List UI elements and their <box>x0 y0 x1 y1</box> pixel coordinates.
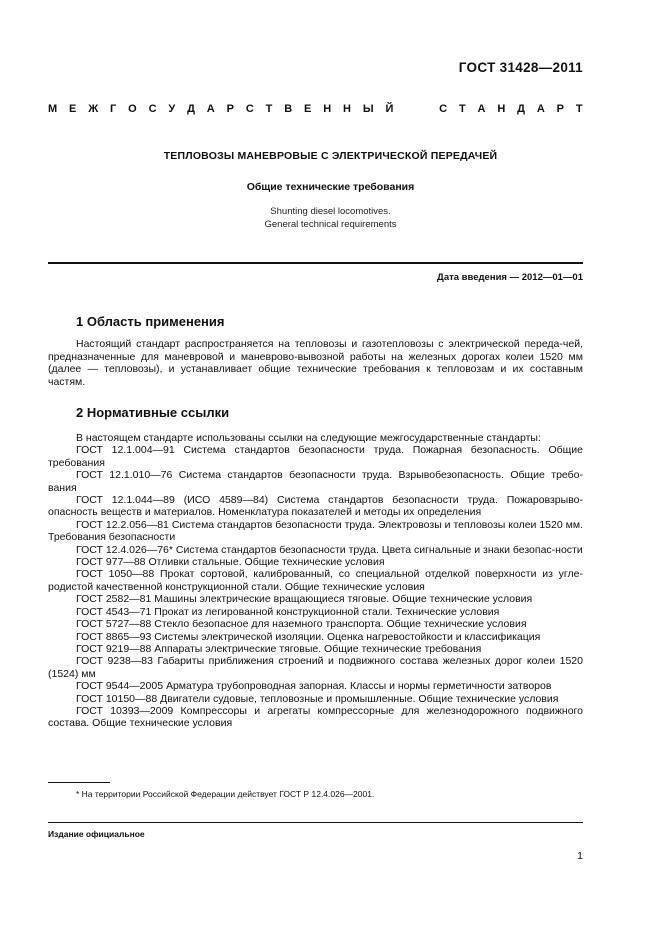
interstate-word-gap <box>405 103 427 115</box>
interstate-letter: М <box>48 103 58 115</box>
interstate-letter: Н <box>497 103 506 115</box>
reference-item: ГОСТ 12.2.056—81 Система стандартов безопасности труда. Электровозы и тепловозы колеи 1520 мм. Требования безопасности <box>48 518 583 544</box>
interstate-letter: У <box>168 103 176 115</box>
interstate-letter: А <box>477 103 486 115</box>
interstate-letter: С <box>245 103 254 115</box>
interstate-letter: Н <box>343 103 351 115</box>
interstate-letter: Д <box>517 103 525 115</box>
footer-divider <box>48 822 583 823</box>
reference-item: ГОСТ 9219—88 Аппараты электрические тяговые. Общие технические требования <box>76 642 482 655</box>
reference-item: ГОСТ 12.1.004—91 Система стандартов безопасности труда. Пожарная безопасность. Общие требования <box>48 444 583 469</box>
section-2-heading: 2 Нормативные ссылки <box>76 405 230 420</box>
interstate-letter: Т <box>265 103 273 115</box>
interstate-standard-heading <box>48 103 583 115</box>
interstate-letter: С <box>439 103 448 115</box>
interstate-letter: Г <box>110 103 117 115</box>
reference-item: ГОСТ 8865—93 Системы электрической изоляции. Оценка нагревостойкости и классификация <box>76 630 541 643</box>
gost-number: ГОСТ 31428—2011 <box>458 60 583 75</box>
section-1-heading: 1 Область применения <box>76 314 225 329</box>
official-edition-label: Издание официальное <box>48 829 145 839</box>
interstate-letter: О <box>128 103 137 115</box>
reference-item: ГОСТ 4543—71 Прокат из легированной конструкционной стали. Технические условия <box>76 605 500 618</box>
reference-item: ГОСТ 12.1.044—89 (ИСО 4589—84) Система стандартов безопасности труда. Пожаровзрыво-опасность веществ и материалов. Номенклатура показателей и методы их определения <box>48 494 583 519</box>
reference-item: ГОСТ 12.4.026—76* Система стандартов безопасности труда. Цвета сигнальные и знаки безопас-ности <box>76 543 583 556</box>
document-title: ТЕПЛОВОЗЫ МАНЕВРОВЫЕ С ЭЛЕКТРИЧЕСКОЙ ПЕРЕДАЧЕЙ <box>163 150 498 162</box>
reference-item: ГОСТ 12.1.010—76 Система стандартов безопасности труда. Взрывобезопасность. Общие требо-вания <box>48 469 583 494</box>
interstate-letter: Е <box>69 103 77 115</box>
interstate-letter: А <box>536 103 545 115</box>
section-1-text <box>48 338 583 388</box>
reference-item: ГОСТ 5727—88 Стекло безопасное для наземного транспорта. Общие технические условия <box>76 618 527 631</box>
interstate-letter: Ж <box>88 103 99 115</box>
english-title <box>0 205 661 231</box>
references-list <box>48 432 583 730</box>
interstate-letter: С <box>148 103 157 115</box>
interstate-letter: В <box>284 103 293 115</box>
interstate-letter: Р <box>556 103 565 115</box>
header-divider <box>48 262 583 264</box>
reference-item: ГОСТ 977—88 Отливки стальные. Общие технические условия <box>76 556 385 569</box>
introduction-date: Дата введения — 2012—01—01 <box>437 272 583 283</box>
reference-item: ГОСТ 10150—88 Двигатели судовые, тепловозные и промышленные. Общие технические условия <box>76 692 559 705</box>
section-1-paragraph: Настоящий стандарт распространяется на тепловозы и газотепловозы с электрической переда-чей, предназначенные для маневровой и маневрово-вывозной работы на железных дорогах колеи 1520 мм (далее — тепловозы), и устанавливает общие технические требования к тепловозам и их составным частям. <box>48 338 583 388</box>
interstate-letter: Н <box>323 103 332 115</box>
reference-item: ГОСТ 1050—88 Прокат сортовой, калиброванный, со специальной отделкой поверхности из угле-родистой качественной конструкционной стали. Общие технические условия <box>48 568 583 593</box>
reference-item: ГОСТ 10393—2009 Компрессоры и агрегаты компрессорные для железнодорожного подвижного состава. Общие технические условия <box>48 704 583 730</box>
interstate-letter: Р <box>226 103 234 115</box>
interstate-letter: Т <box>575 103 583 115</box>
reference-item: ГОСТ 9238—83 Габариты приближения строений и подвижного состава железных дорог колеи 1520 (1524) мм <box>48 655 583 680</box>
footnote-divider <box>48 782 110 783</box>
interstate-letter: Т <box>458 103 466 115</box>
english-title-line-1: Shunting diesel locomotives. <box>270 206 391 217</box>
interstate-letter: Е <box>304 103 312 115</box>
references-lead: В настоящем стандарте использованы ссылки на следующие межгосударственные стандарты: <box>76 432 541 444</box>
document-subtitle: Общие технические требования <box>246 181 415 193</box>
interstate-letter: А <box>206 103 215 115</box>
interstate-letter: Ы <box>362 103 374 115</box>
interstate-letter: Д <box>187 103 195 115</box>
english-title-line-2: General technical requirements <box>264 219 397 230</box>
page-number: 1 <box>577 850 583 862</box>
interstate-letter: Й <box>385 103 394 115</box>
reference-item: ГОСТ 9544—2005 Арматура трубопроводная запорная. Классы и нормы герметичности затворов <box>76 680 552 693</box>
footnote: * На территории Российской Федерации действует ГОСТ Р 12.4.026—2001. <box>76 789 375 799</box>
reference-item: ГОСТ 2582—81 Машины электрические вращающиеся тяговые. Общие технические условия <box>76 593 533 606</box>
